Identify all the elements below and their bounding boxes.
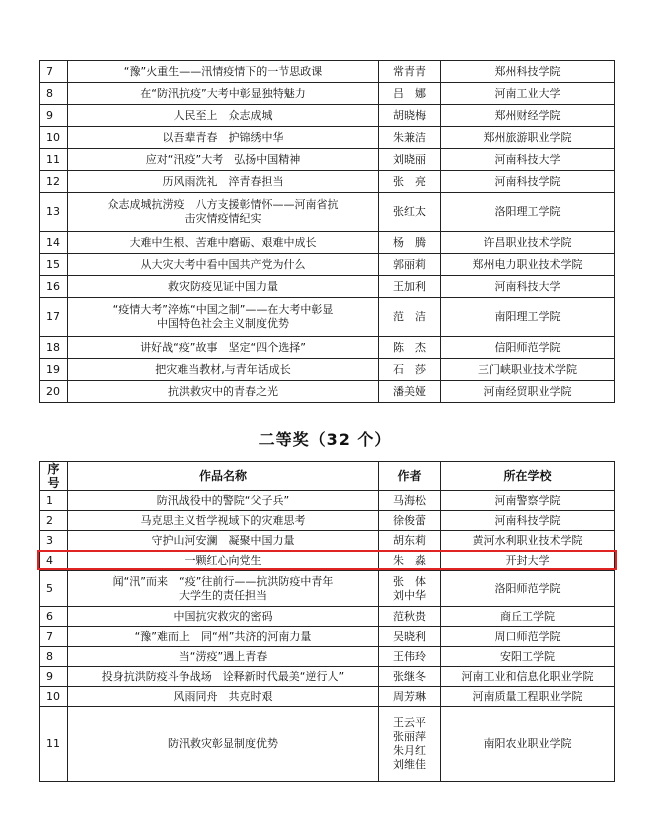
cell-author: 吕 娜 [379, 83, 441, 105]
cell-school: 河南警察学院 [441, 491, 615, 511]
table-row [40, 171, 615, 193]
cell-author: 王伟玲 [379, 647, 441, 667]
cell-no: 20 [40, 381, 68, 403]
award-table-first-prize [39, 60, 615, 403]
table-row [40, 298, 615, 337]
cell-school: 安阳工学院 [441, 647, 615, 667]
table-row [40, 551, 615, 571]
cell-no: 9 [40, 105, 68, 127]
cell-title: 救灾防疫见证中国力量 [68, 276, 379, 298]
table-row [40, 607, 615, 627]
cell-author: 王云平 张丽萍 朱月红 刘维佳 [379, 707, 441, 782]
cell-title: 众志成城抗涝疫 八方支援彰情怀——河南省抗 击灾情疫情纪实 [68, 193, 379, 232]
cell-author: 张 体 刘中华 [379, 571, 441, 607]
cell-title: 讲好战“疫”故事 坚定“四个选择” [68, 337, 379, 359]
cell-no: 16 [40, 276, 68, 298]
cell-no: 5 [40, 571, 68, 607]
cell-no: 17 [40, 298, 68, 337]
cell-no: 6 [40, 607, 68, 627]
table-row [40, 127, 615, 149]
cell-school: 郑州旅游职业学院 [441, 127, 615, 149]
cell-title: 抗洪救灾中的青春之光 [68, 381, 379, 403]
table-row [40, 571, 615, 607]
cell-school: 郑州财经学院 [441, 105, 615, 127]
table-row [40, 647, 615, 667]
table-row [40, 531, 615, 551]
cell-author: 胡东莉 [379, 531, 441, 551]
table-row [40, 491, 615, 511]
cell-title: 从大灾大考中看中国共产党为什么 [68, 254, 379, 276]
cell-school: 洛阳师范学院 [441, 571, 615, 607]
table-header-row [40, 462, 615, 491]
cell-title: 应对“汛疫”大考 弘扬中国精神 [68, 149, 379, 171]
cell-school: 黄河水利职业技术学院 [441, 531, 615, 551]
header-title: 作品名称 [68, 462, 379, 491]
cell-school: 信阳师范学院 [441, 337, 615, 359]
cell-title: 防汛战役中的警院“父子兵” [68, 491, 379, 511]
cell-no: 3 [40, 531, 68, 551]
header-school: 所在学校 [441, 462, 615, 491]
table-row [40, 193, 615, 232]
cell-author: 潘美娅 [379, 381, 441, 403]
cell-author: 郭丽莉 [379, 254, 441, 276]
cell-no: 13 [40, 193, 68, 232]
cell-author: 陈 杰 [379, 337, 441, 359]
table-row [40, 254, 615, 276]
cell-school: 河南科技大学 [441, 276, 615, 298]
cell-author: 范 洁 [379, 298, 441, 337]
cell-no: 19 [40, 359, 68, 381]
award-table-second-prize [39, 461, 615, 782]
cell-school: 河南工业大学 [441, 83, 615, 105]
cell-title: 人民至上 众志成城 [68, 105, 379, 127]
cell-no: 4 [40, 551, 68, 571]
cell-title: 历风雨洗礼 淬青春担当 [68, 171, 379, 193]
cell-school: 河南科技学院 [441, 511, 615, 531]
header-author: 作者 [379, 462, 441, 491]
table-row [40, 337, 615, 359]
cell-no: 11 [40, 707, 68, 782]
table-row [40, 687, 615, 707]
cell-author: 王加利 [379, 276, 441, 298]
cell-author: 张继冬 [379, 667, 441, 687]
table-row [40, 359, 615, 381]
cell-no: 10 [40, 687, 68, 707]
table-row [40, 511, 615, 531]
cell-no: 11 [40, 149, 68, 171]
cell-title: 守护山河安澜 凝聚中国力量 [68, 531, 379, 551]
cell-school: 商丘工学院 [441, 607, 615, 627]
cell-school: 郑州科技学院 [441, 61, 615, 83]
cell-author: 刘晓丽 [379, 149, 441, 171]
table-row [40, 707, 615, 782]
cell-title: 中国抗灾救灾的密码 [68, 607, 379, 627]
table-body [40, 61, 615, 403]
cell-school: 南阳理工学院 [441, 298, 615, 337]
cell-author: 常青青 [379, 61, 441, 83]
cell-title: 把灾难当教材,与青年话成长 [68, 359, 379, 381]
table-row [40, 232, 615, 254]
cell-school: 郑州电力职业技术学院 [441, 254, 615, 276]
cell-school: 许昌职业技术学院 [441, 232, 615, 254]
table-row [40, 627, 615, 647]
cell-author: 吴晓利 [379, 627, 441, 647]
cell-school: 开封大学 [441, 551, 615, 571]
cell-title: “疫情大考”淬炼“中国之制”——在大考中彰显 中国特色社会主义制度优势 [68, 298, 379, 337]
cell-no: 10 [40, 127, 68, 149]
cell-no: 7 [40, 61, 68, 83]
cell-title: 当“涝疫”遇上青春 [68, 647, 379, 667]
cell-title: 防汛救灾彰显制度优势 [68, 707, 379, 782]
cell-title: 以吾辈青春 护锦绣中华 [68, 127, 379, 149]
cell-no: 1 [40, 491, 68, 511]
cell-school: 三门峡职业技术学院 [441, 359, 615, 381]
cell-no: 8 [40, 83, 68, 105]
cell-author: 周芳琳 [379, 687, 441, 707]
cell-title: 马克思主义哲学视域下的灾难思考 [68, 511, 379, 531]
table-row [40, 61, 615, 83]
header-no: 序号 [40, 462, 68, 491]
cell-title: “豫”火重生——汛情疫情下的一节思政课 [68, 61, 379, 83]
cell-no: 18 [40, 337, 68, 359]
cell-school: 河南科技大学 [441, 149, 615, 171]
cell-no: 14 [40, 232, 68, 254]
cell-school: 河南科技学院 [441, 171, 615, 193]
cell-author: 张 亮 [379, 171, 441, 193]
cell-title: 大难中生根、苦难中磨砺、艰难中成长 [68, 232, 379, 254]
cell-no: 2 [40, 511, 68, 531]
cell-no: 12 [40, 171, 68, 193]
cell-no: 15 [40, 254, 68, 276]
cell-author: 胡晓梅 [379, 105, 441, 127]
cell-author: 张红太 [379, 193, 441, 232]
cell-no: 7 [40, 627, 68, 647]
cell-author: 石 莎 [379, 359, 441, 381]
cell-author: 范秋贵 [379, 607, 441, 627]
cell-author: 马海松 [379, 491, 441, 511]
table-row [40, 83, 615, 105]
cell-title: 在“防汛抗疫”大考中彰显独特魅力 [68, 83, 379, 105]
cell-school: 河南质量工程职业学院 [441, 687, 615, 707]
table-row [40, 276, 615, 298]
cell-title: 闻“汛”而来 “疫”往前行——抗洪防疫中青年 大学生的责任担当 [68, 571, 379, 607]
cell-school: 南阳农业职业学院 [441, 707, 615, 782]
cell-title: 一颗红心向党生 [68, 551, 379, 571]
cell-no: 8 [40, 647, 68, 667]
cell-title: “豫”难而上 同“州”共济的河南力量 [68, 627, 379, 647]
table-row [40, 381, 615, 403]
table-row [40, 105, 615, 127]
cell-author: 杨 腾 [379, 232, 441, 254]
table-row [40, 149, 615, 171]
cell-school: 河南工业和信息化职业学院 [441, 667, 615, 687]
cell-school: 河南经贸职业学院 [441, 381, 615, 403]
cell-author: 朱 淼 [379, 551, 441, 571]
table-row [40, 667, 615, 687]
section-title-second-prize: 二等奖（32 个） [258, 430, 392, 449]
cell-title: 投身抗洪防疫斗争战场 诠释新时代最美“逆行人” [68, 667, 379, 687]
cell-no: 9 [40, 667, 68, 687]
cell-school: 周口师范学院 [441, 627, 615, 647]
cell-title: 风雨同舟 共克时艰 [68, 687, 379, 707]
cell-author: 徐俊蕾 [379, 511, 441, 531]
table-body [40, 491, 615, 782]
cell-school: 洛阳理工学院 [441, 193, 615, 232]
cell-author: 朱兼洁 [379, 127, 441, 149]
